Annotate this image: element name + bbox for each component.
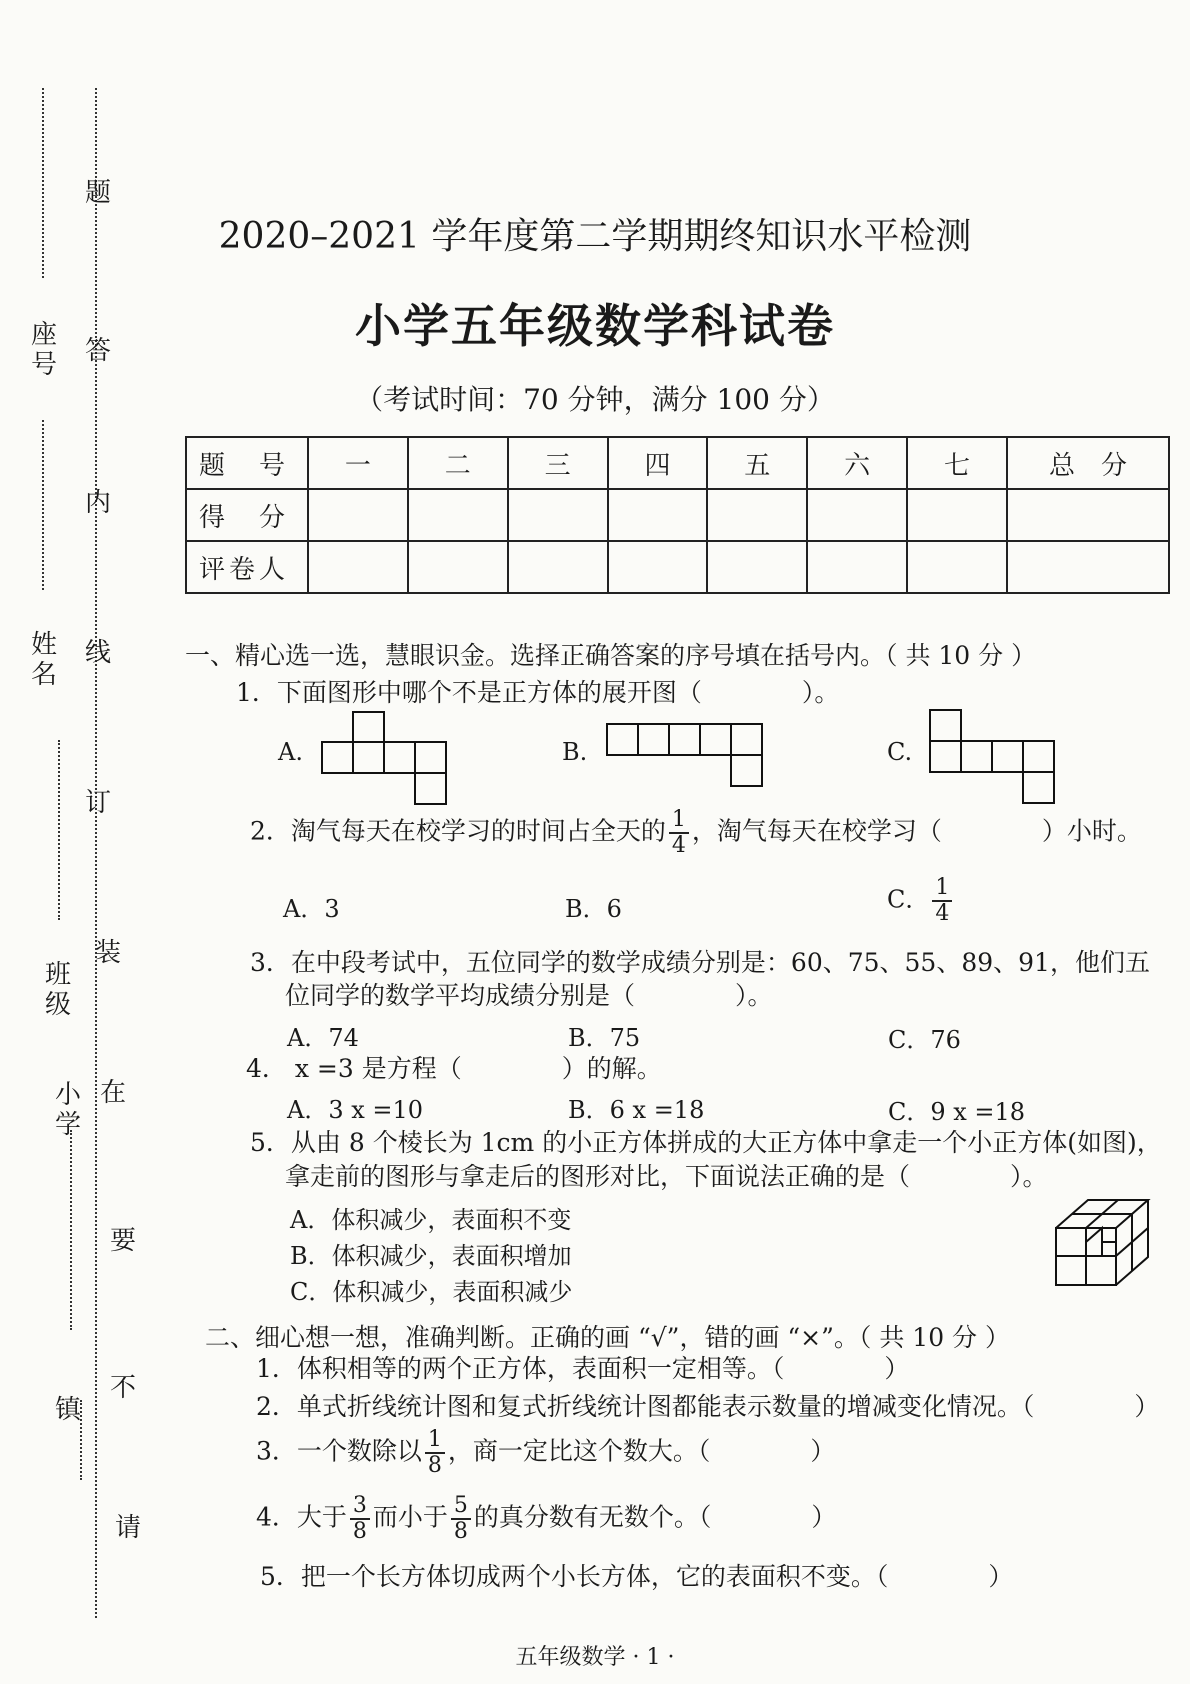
score-cell[interactable] bbox=[308, 489, 408, 541]
school-label: 小学 bbox=[54, 1080, 81, 1140]
margin-char-10: 请 bbox=[114, 1513, 141, 1543]
cube-net-b-figure bbox=[605, 722, 767, 792]
margin-line-outer-3 bbox=[70, 1130, 72, 1330]
margin-char-1: 题 bbox=[84, 178, 111, 208]
s1-q3-opt-b: B．75 bbox=[568, 1024, 641, 1052]
s1-q5-opt-a: A．体积减少，表面积不变 bbox=[290, 1206, 572, 1234]
column-header: 五 bbox=[707, 437, 807, 489]
s1-q4-opt-c: C．9 x =18 bbox=[888, 1098, 1026, 1126]
s1-q2-pre: 2．淘气每天在校学习的时间占全天的 bbox=[250, 816, 666, 846]
margin-char-6: 装 bbox=[94, 938, 121, 968]
margin-char-4: 线 bbox=[84, 638, 111, 668]
fraction: $\frac{1}{4}$ bbox=[669, 808, 689, 858]
grader-cell[interactable] bbox=[408, 541, 508, 593]
grader-cell[interactable] bbox=[807, 541, 907, 593]
section2-heading: 二、细心想一想，准确判断。正确的画 “√”，错的画 “×”。（ 共 10 分 ） bbox=[205, 1323, 1010, 1352]
s2-q3: 3．一个数除以 $\frac{1}{8}$ ，商一定比这个数大。（ ） bbox=[256, 1427, 836, 1478]
s1-q3-line2: 位同学的数学平均成绩分别是（ ）。 bbox=[285, 981, 773, 1010]
margin-char-9: 不 bbox=[109, 1373, 136, 1403]
s1-q2 bbox=[250, 808, 1142, 858]
cube-net-a-figure bbox=[320, 710, 455, 806]
column-header: 四 bbox=[608, 437, 708, 489]
s1-q2-opt-b: B．6 bbox=[565, 895, 622, 923]
grader-cell[interactable] bbox=[308, 541, 408, 593]
grader-cell[interactable] bbox=[508, 541, 608, 593]
column-header: 七 bbox=[907, 437, 1007, 489]
grader-cell[interactable] bbox=[907, 541, 1007, 593]
name-label: 姓名 bbox=[30, 630, 57, 690]
column-header: 一 bbox=[308, 437, 408, 489]
s1-q2-opt-c bbox=[887, 876, 955, 926]
margin-char-8: 要 bbox=[109, 1226, 136, 1256]
margin-line-outer-1 bbox=[42, 420, 44, 590]
margin-line-outer-2 bbox=[58, 740, 60, 920]
s1-q5-line2: 拿走前的图形与拿走后的图形对比，下面说法正确的是（ ）。 bbox=[285, 1162, 1048, 1191]
score-cell[interactable] bbox=[608, 489, 708, 541]
s1-q3-line1: 3．在中段考试中，五位同学的数学成绩分别是：60、75、55、89、91，他们五 bbox=[250, 948, 1150, 977]
s1-q2-post: ，淘气每天在校学习（ ）小时。 bbox=[691, 816, 1142, 846]
column-header: 三 bbox=[508, 437, 608, 489]
exam-info: （考试时间：70 分钟，满分 100 分） bbox=[355, 383, 835, 416]
s1-q4-opt-a: A．3 x =10 bbox=[287, 1096, 424, 1124]
fraction: $\frac{3}{8}$ bbox=[350, 1494, 370, 1544]
row-label-score: 得 分 bbox=[186, 489, 308, 541]
s1-q3-opt-c: C．76 bbox=[888, 1026, 961, 1054]
s1-q4-text: 4． x =3 是方程（ ）的解。 bbox=[246, 1054, 662, 1083]
s1-q5-opt-b: B．体积减少，表面积增加 bbox=[290, 1242, 572, 1270]
s1-q2-opt-a: A．3 bbox=[283, 895, 340, 923]
page-title: 小学五年级数学科试卷 bbox=[355, 299, 835, 353]
s2-q1: 1．体积相等的两个正方体，表面积一定相等。（ ） bbox=[256, 1354, 910, 1383]
column-header-total: 总 分 bbox=[1007, 437, 1169, 489]
s1-q5-opt-c: C．体积减少，表面积减少 bbox=[290, 1278, 573, 1306]
fraction: $\frac{1}{4}$ bbox=[932, 876, 952, 926]
page-footer: 五年级数学 · 1 · bbox=[515, 1645, 675, 1670]
s1-q5-line1: 5．从由 8 个棱长为 1cm 的小正方体拼成的大正方体中拿走一个小正方体(如图)， bbox=[250, 1128, 1162, 1157]
cube-net-c-figure bbox=[928, 708, 1063, 808]
score-cell[interactable] bbox=[707, 489, 807, 541]
margin-char-3: 内 bbox=[84, 488, 111, 518]
score-table bbox=[185, 436, 1170, 594]
score-cell[interactable] bbox=[408, 489, 508, 541]
fraction: $\frac{5}{8}$ bbox=[451, 1494, 471, 1544]
s1-q1-opt-b-label: B. bbox=[562, 738, 588, 766]
section1-heading: 一、精心选一选，慧眼识金。选择正确答案的序号填在括号内。（ 共 10 分 ） bbox=[185, 641, 1037, 670]
grader-cell[interactable] bbox=[1007, 541, 1169, 593]
row-label-grader: 评卷人 bbox=[186, 541, 308, 593]
margin-char-7: 在 bbox=[99, 1078, 126, 1108]
fraction: $\frac{1}{8}$ bbox=[425, 1428, 445, 1478]
s2-q2: 2．单式折线统计图和复式折线统计图都能表示数量的增减变化情况。（ ） bbox=[256, 1392, 1160, 1421]
exam-session-title: 2020–2021 学年度第二学期期终知识水平检测 bbox=[218, 216, 972, 257]
s1-q3-opt-a: A．74 bbox=[287, 1024, 359, 1052]
score-cell[interactable] bbox=[807, 489, 907, 541]
class-label: 班级 bbox=[44, 960, 71, 1020]
s1-q1-opt-a-label: A. bbox=[278, 738, 303, 766]
grader-cell[interactable] bbox=[608, 541, 708, 593]
score-cell[interactable] bbox=[1007, 489, 1169, 541]
margin-char-5: 订 bbox=[84, 788, 111, 818]
score-cell[interactable] bbox=[508, 489, 608, 541]
column-header: 六 bbox=[807, 437, 907, 489]
s2-q5: 5．把一个长方体切成两个小长方体，它的表面积不变。（ ） bbox=[260, 1562, 1014, 1591]
cube-removed-figure bbox=[1050, 1190, 1160, 1290]
s1-q1-opt-c-label: C. bbox=[887, 738, 913, 766]
score-cell[interactable] bbox=[907, 489, 1007, 541]
grader-cell[interactable] bbox=[707, 541, 807, 593]
row-label-question-number: 题 号 bbox=[186, 437, 308, 489]
s1-q4-opt-b: B．6 x =18 bbox=[568, 1096, 705, 1124]
column-header: 二 bbox=[408, 437, 508, 489]
table-row bbox=[186, 541, 1169, 593]
s1-q2-opt-c-label: C． bbox=[887, 885, 930, 914]
margin-char-2: 答 bbox=[84, 336, 111, 366]
town-label: 镇 bbox=[54, 1395, 81, 1425]
s1-q1-text: 1．下面图形中哪个不是正方体的展开图（ ）。 bbox=[236, 678, 840, 707]
table-row bbox=[186, 489, 1169, 541]
seat-number-label: 座号 bbox=[30, 320, 57, 380]
table-row bbox=[186, 437, 1169, 489]
s2-q4: 4．大于 $\frac{3}{8}$ 而小于 $\frac{5}{8}$ 的真分数有无数个。（ ） bbox=[256, 1493, 837, 1544]
